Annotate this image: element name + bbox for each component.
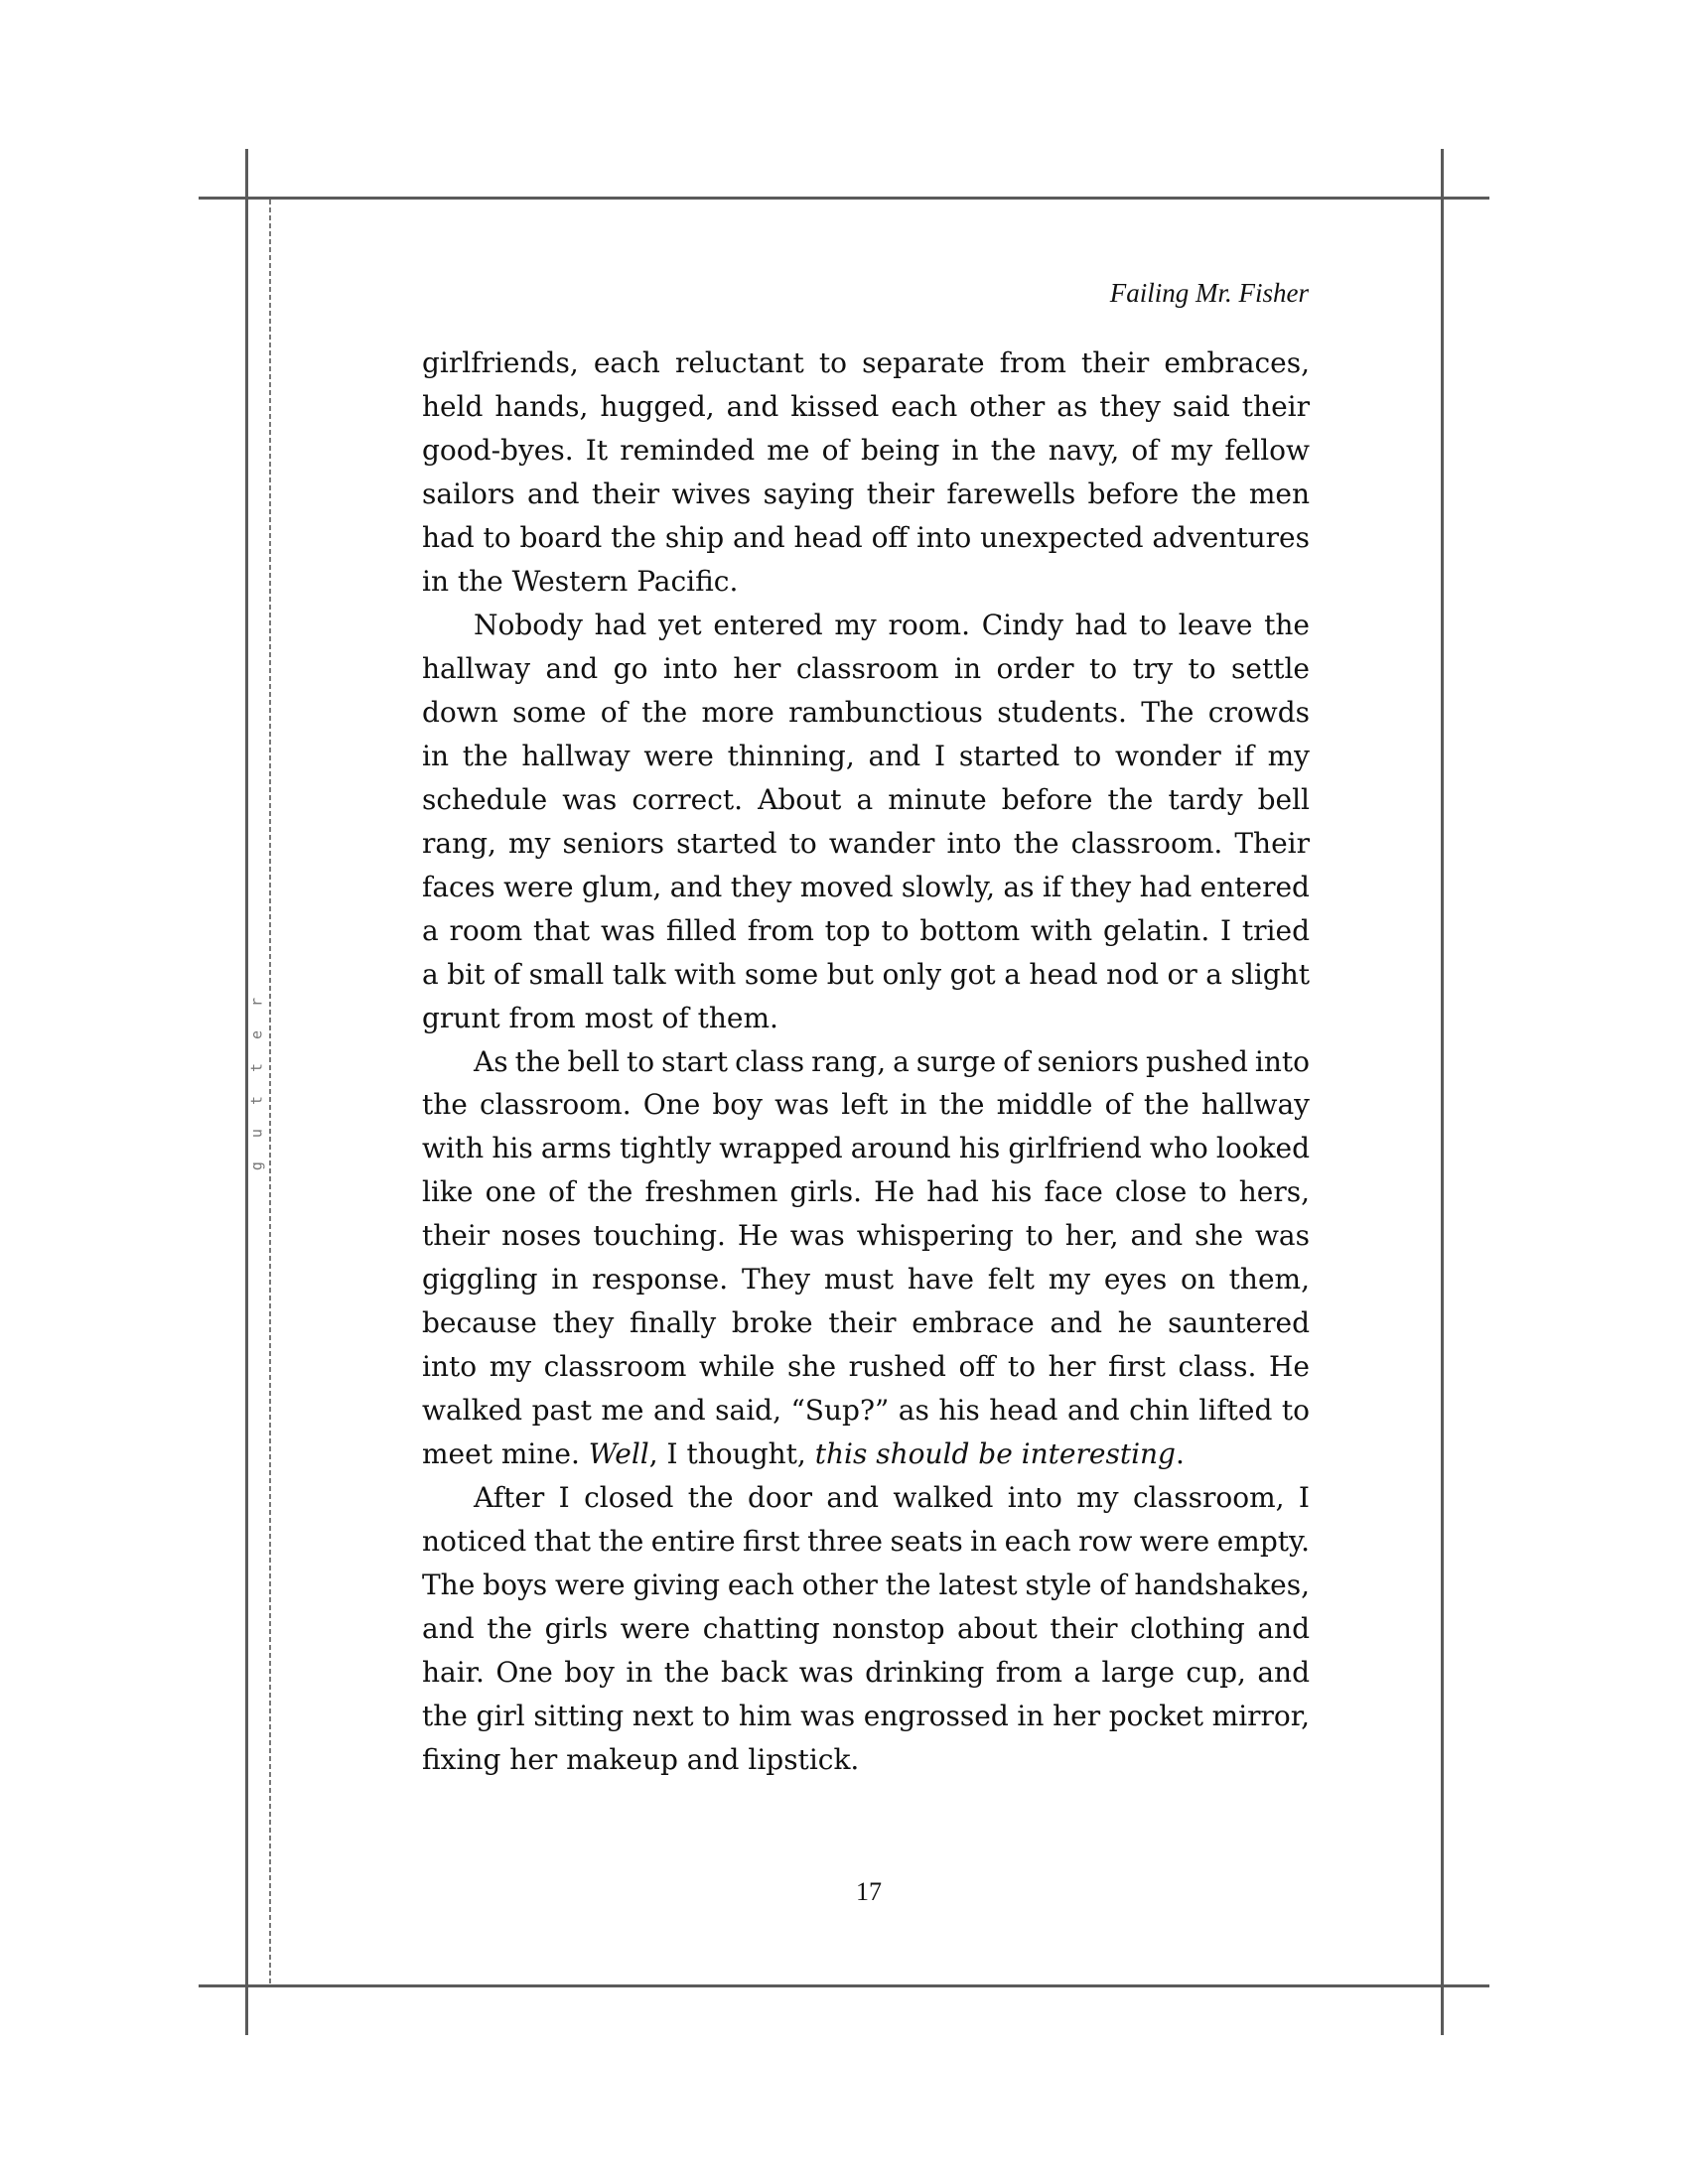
text-line: hair. One boy in the back was drinking from a large cup, and — [422, 1656, 1310, 1690]
text-line: into my classroom while she rushed off to her first class. He — [422, 1350, 1310, 1384]
text-line: girlfriends, each reluctant to separate from their embraces, — [422, 346, 1310, 379]
text-line: their noses touching. He was whispering to her, and she was — [422, 1219, 1310, 1253]
text-line-paragraph-end: in the Western Pacific. — [422, 564, 739, 598]
text-line: the girl sitting next to him was engrossed in her pocket mirror, — [422, 1700, 1310, 1733]
text-line: and the girls were chatting nonstop about their clothing and — [422, 1612, 1310, 1646]
text-line: giggling in response. They must have felt my eyes on them, — [422, 1263, 1310, 1297]
body-text — [422, 341, 1310, 1782]
text-segment: . — [1175, 1437, 1185, 1471]
text-line: schedule was correct. About a minute before the tardy bell — [422, 782, 1310, 816]
text-line: a room that was filled from top to bottom with gelatin. I tried — [422, 913, 1310, 947]
crop-mark-top-horizontal — [199, 197, 1489, 200]
text-line-paragraph-end — [422, 1433, 1310, 1476]
text-line-paragraph-end: fixing her makeup and lipstick. — [422, 1743, 860, 1776]
text-line-paragraph-start: Nobody had yet entered my room. Cindy had to leave the — [474, 608, 1310, 641]
text-line-paragraph-end: grunt from most of them. — [422, 1001, 778, 1034]
text-line: rang, my seniors started to wander into the classroom. Their — [422, 826, 1310, 860]
text-line: because they finally broke their embrace and he sauntered — [422, 1306, 1310, 1340]
text-line: had to board the ship and head off into unexpected adventures — [422, 520, 1311, 554]
text-line: held hands, hugged, and kissed each other as they said their — [422, 389, 1310, 423]
text-line: a bit of small talk with some but only got a head nod or a slight — [422, 957, 1311, 991]
text-line: walked past me and said, “Sup?” as his head and chin lifted to — [422, 1394, 1310, 1428]
italic-emphasis: Well — [588, 1437, 649, 1471]
text-line: sailors and their wives saying their farewells before the men — [422, 477, 1310, 510]
text-line: good-byes. It reminded me of being in the navy, of my fellow — [422, 433, 1310, 467]
page-number: 17 — [856, 1877, 882, 1906]
text-line-paragraph-start: After I closed the door and walked into my classroom, I — [474, 1481, 1310, 1515]
crop-mark-bottom-horizontal — [199, 1984, 1489, 1987]
italic-emphasis: this should be interesting — [814, 1437, 1176, 1471]
text-segment: , I thought, — [648, 1437, 815, 1471]
text-line: faces were glum, and they moved slowly, as if they had entered — [422, 870, 1310, 903]
text-line: The boys were giving each other the latest style of handshakes, — [422, 1569, 1310, 1602]
text-line: in the hallway were thinning, and I started to wonder if my — [422, 739, 1310, 772]
crop-mark-right-vertical — [1441, 149, 1444, 2035]
text-line: like one of the freshmen girls. He had his face close to hers, — [422, 1175, 1310, 1209]
text-line: the classroom. One boy was left in the middle of the hallway — [422, 1088, 1310, 1122]
text-line: noticed that the entire first three seats in each row were empty. — [422, 1525, 1311, 1559]
gutter-label: gutter — [247, 973, 266, 1171]
text-segment: meet mine. — [422, 1437, 589, 1471]
text-line: with his arms tightly wrapped around his girlfriend who looked — [422, 1132, 1311, 1165]
text-line-paragraph-start: As the bell to start class rang, a surge of seniors pushed into — [474, 1044, 1310, 1078]
text-line: down some of the more rambunctious students. The crowds — [422, 695, 1310, 729]
text-line: hallway and go into her classroom in order to try to settle — [422, 651, 1310, 685]
gutter-dashed-line — [269, 200, 271, 1983]
running-head: Failing Mr. Fisher — [1109, 278, 1309, 308]
